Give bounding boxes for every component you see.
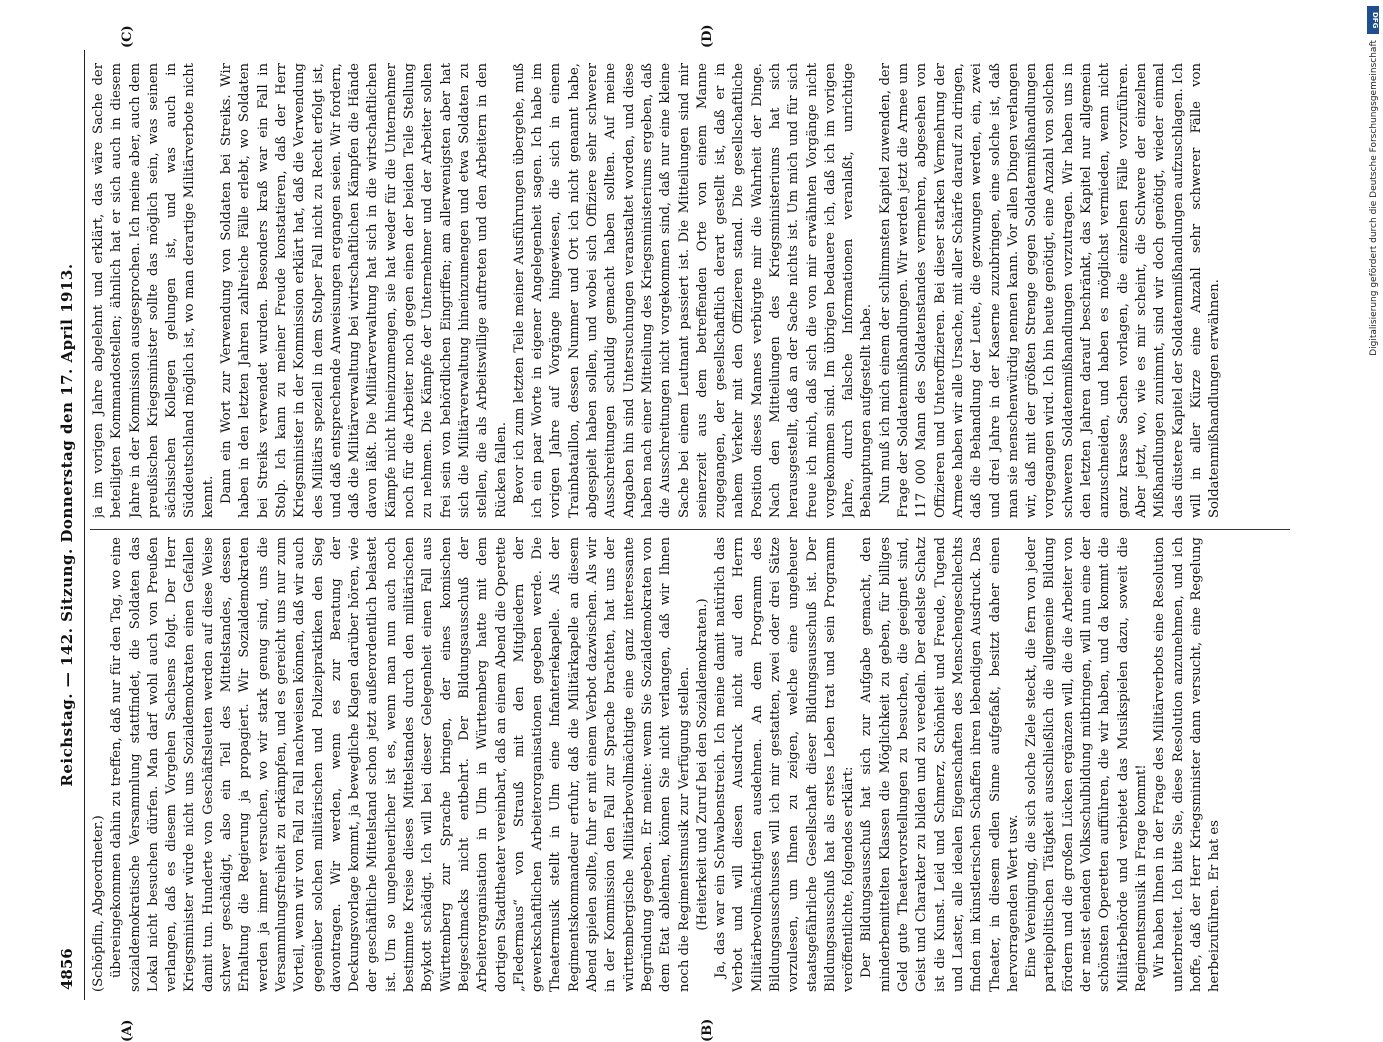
header-rule <box>84 50 85 1000</box>
page-number: 4856 <box>58 948 76 990</box>
rotated-newspaper-page <box>50 24 1320 1042</box>
digitization-note: Digitalisierung gefördert durch die Deutsche Forschungsgemeinschaft <box>1369 40 1379 356</box>
page-title: Reichstag. — 142. Sitzung. Donnerstag den 17. April 1913. <box>58 263 76 787</box>
margin-marker-c: (C) <box>120 25 135 48</box>
margin-marker-a: (A) <box>120 1019 135 1042</box>
paragraph: Eine Vereinigung, die sich solche Ziele steckt, die fern von jeder parteipolitischen Tätigkeit ausschließlich die allgemeine Bildung fördern und die großen Lücken ergänzen will, die die Arbeiter von der meist elenden Volksschulbildung mitbringen, will nun eine der schönsten Operetten aufführen, die wir haben, und da kommt die Militärbehörde und verbietet das Musikspielen dazu, soweit die Regimentsmusik in Frage kommt! <box>1024 537 1149 992</box>
quotation: Der Bildungsausschuß hat sich zur Aufgabe gemacht, den minderbemittelten Klassen die Möglichkeit zu geben, für billiges Geld gute Theatervorstellungen zu besuchen, die geeignet sind, Geist und Charakter zu bilden und zu veredeln. Der edelste Schatz ist die Kunst. Leid und Schmerz, Schönheit und Freude, Tugend und Laster, alle idealen Eigenschaften des Menschengeschlechts finden im künstlerischen Schaffen ihren lebendigen Ausdruck. Das Theater, in diesem edlen Sinne aufgefaßt, besitzt daher einen hervorragenden Wert usw. <box>859 537 1021 992</box>
paragraph: Bevor ich zum letzten Teile meiner Ausführungen übergehe, muß ich ein paar Worte in eigener Angelegenheit sagen. Ich habe im vorigen Jahre auf Vorgänge hingewiesen, die sich in einem Trainbataillon, dessen Nummer und Ort ich nicht genannt habe, abgespielt haben sollen, und wobei sich Offiziere sehr schwerer Ausschreitungen schuldig gemacht haben sollten. Auf meine Angaben hin sind Untersuchungen veranstaltet worden, und diese haben nach einer Mitteilung des Kriegsministeriums ergeben, daß die Ausschreitungen nicht vorgekommen sind, daß nur eine kleine Sache bei einem Leutnant passiert ist. Die Mitteilungen sind mir seinerzeit aus dem betreffenden Orte von einem Manne zugegangen, der gesellschaftlich derart gestellt ist, daß er in nahem Verkehr mit den Offizieren stand. Die gesellschaftliche Position dieses Mannes verbürgte mir die Wahrheit der Dinge. Nach den Mitteilungen des Kriegsministeriums hat sich herausgestellt, daß an der Sache nichts ist. Um mich und für sich freue ich mich, daß sich die von mir erwähnten Vorgänge nicht vorgekommen sind. Im übrigen bedauere ich, daß ich im vorigen Jahre, durch falsche Informationen veranlaßt, unrichtige Behauptungen aufgestellt habe. <box>511 63 875 518</box>
right-column <box>90 63 1305 518</box>
left-column <box>90 537 1305 992</box>
page-header <box>50 50 82 1000</box>
dfg-logo: DFG <box>1367 6 1379 34</box>
paragraph: ja im vorigen Jahre abgelehnt und erklärt, das wäre Sache der beteiligten Kommandostellen; ähnlich hat er sich auch in diesem Jahre in der Kommission ausgesprochen. Ich meine aber, auch dem preußischen Kriegsminister sollte das möglich sein, was seinem sächsischen Kollegen gelungen ist, und was auch in Süddeutschland möglich ist, wo man derartige Militärverbote nicht kennt. <box>91 63 216 518</box>
margin-marker-b: (B) <box>700 1018 715 1042</box>
paragraph: Ja, das war ein Schwabenstreich. Ich meine damit natürlich das Verbot und will diesen Ausdruck nicht auf den Herrn Militärbevollmächtigten ausdehnen. An dem Programm des Bildungsausschusses will ich mir gestatten, zwei oder drei Sätze vorzulesen, um Ihnen zu zeigen, welche eine ungeheuer staatsgefährliche Gesellschaft dieser Bildungsausschuß ist. Der Bildungsausschuß hat als erstes Leben trat und sein Programm veröffentlichte, folgendes erklärt: <box>713 537 857 992</box>
paragraph: Nun muß ich mich einem der schlimmsten Kapitel zuwenden, der Frage der Soldatenmißhandlungen. Wir werden jetzt die Armee um 117 000 Mann des Soldatenstandes vermehren, abgesehen von Offizieren und Unteroffizieren. Bei dieser starken Vermehrung der Armee haben wir alle Ursache, mit aller Schärfe darauf zu dringen, daß die Behandlung der Leute, die gezwungen werden, ein, zwei und drei Jahre in der Kaserne zuzubringen, eine solche ist, daß man sie menschenwürdig nennen kann. Vor allen Dingen verlangen wir, daß mit der größten Strenge gegen Soldatenmißhandlungen vorgegangen wird. Ich bin heute genötigt, eine Anzahl von solchen schweren Soldatenmißhandlungen vorzutragen. Wir haben uns in den letzten Jahren darauf beschränkt, das Kapitel nur allgemein anzuschneiden, und haben es möglichst vermieden, wenn nicht ganz krasse Sachen vorlagen, die einzelnen Fälle vorzuführen. Aber jetzt, wo, wie es mir scheint, die Schwere der einzelnen Mißhandlungen zunimmt, sind wir doch genötigt, wieder einmal das düstere Kapitel der Soldatenmißhandlungen aufzuschlagen. Ich will in aller Kürze eine Anzahl sehr schwerer Fälle von Soldatenmißhandlungen erwähnen. <box>877 63 1223 518</box>
interjection: (Heiterkeit und Zuruf bei den Sozialdemokraten.) <box>694 598 710 931</box>
margin-marker-d: (D) <box>700 24 715 48</box>
speaker-line: (Schöpflin, Abgeordneter.) <box>91 815 106 992</box>
paragraph: Dann ein Wort zur Verwendung von Soldaten bei Streiks. Wir haben in den letzten Jahren zahlreiche Fälle erlebt, wo Soldaten bei Streiks verwendet wurden. Besonders kraß war ein Fall in Stolp. Ich kann zu meiner Freude konstatieren, daß der Herr Kriegsminister in der Kommission erklärt hat, daß die Verwendung des Militärs speziell in dem Stolper Fall nicht zu Recht erfolgt ist, und daß entsprechende Anweisungen ergangen seien. Wir fordern, daß die Militärverwaltung bei wirtschaftlichen Kämpfen die Hände davon läßt. Die Militärverwaltung hat sich in die wirtschaftlichen Kämpfe nicht hineinzumengen, sie hat weder für die Unternehmer noch für die Arbeiter noch gegen einen der beiden Teile Stellung zu nehmen. Die Kämpfe der Unternehmer und der Arbeiter sollen frei sein von behördlichen Eingriffen; am allerwenigsten aber hat sich die Militärverwaltung hineinzumengen und etwa Soldaten zu stellen, die als Arbeitswillige auftreten und den Arbeitern in den Rücken fallen. <box>219 63 509 518</box>
paragraph: übereingekommen dahin zu treffen, daß nur für den Tag, wo eine sozialdemokratische Versammlung stattfindet, die Soldaten das Lokal nicht besuchen dürfen. Man darf wohl auch von Preußen verlangen, daß es diesem Vorgehen Sachsens folgt. Der Herr Kriegsminister würde nicht uns Sozialdemokraten einen Gefallen damit tun. Hunderte von Geschäftsleuten werden auf diese Weise schwer geschädigt, also ein Teil des Mittelstandes, dessen Erhaltung die Regierung ja propagiert. Wir Sozialdemokraten werden ja immer versuchen, wo wir stark genug sind, uns die Versammlungsfreiheit zu erkämpfen, und es gereicht uns nur zum Vorteil, wenn wir von Fall zu Fall nachweisen können, daß wir auch gegenüber solchen militärischen und Polizeipraktiken den Sieg davontragen. Wir werden, wenn es zur Beratung der Deckungsvorlage kommt, ja bewegliche Klagen darüber hören, wie der geschäftliche Mittelstand schon jetzt außerordentlich belastet ist. Um so ungeheuerlicher ist es, wenn man nun auch noch bestimmte Kreise dieses Mittelstandes durch den militärischen Boykott schädigt. Ich will bei dieser Gelegenheit einen Fall aus Württemberg zur Sprache bringen, der eines komischen Beigeschmacks nicht entbehrt. Der Bildungsausschuß der Arbeiterorganisation in Ulm in Württemberg hatte mit dem dortigen Stadttheater vereinbart, daß an einem Abend die Operette „Fledermaus“ von Strauß mit den Mitgliedern der gewerkschaftlichen Arbeiterorganisationen gegeben werde. Die Theatermusik stellt in Ulm eine Infanteriekapelle. Als der Regimentskommandeur erfuhr, daß die Militärkapelle an diesem Abend spielen sollte, fuhr er mit einem Verbot dazwischen. Als wir in der Kommission den Fall zur Sprache brachten, hat uns der württembergische Militärbevollmächtigte eine ganz interessante Begründung gegeben. Er meinte: wenn Sie Sozialdemokraten von dem Etat ablehnen, können Sie nicht verlangen, daß wir Ihnen noch die Regimentsmusik zur Verfügung stellen. <box>109 537 692 992</box>
column-divider <box>90 529 1290 530</box>
paragraph: Wir haben Ihnen in der Frage des Militärverbots eine Resolution unterbreitet. Ich bitte Sie, diese Resolution anzunehmen, und ich hoffe, daß der Herr Kriegsminister dann versucht, eine Regelung herbeizuführen. Er hat es <box>1152 537 1223 992</box>
